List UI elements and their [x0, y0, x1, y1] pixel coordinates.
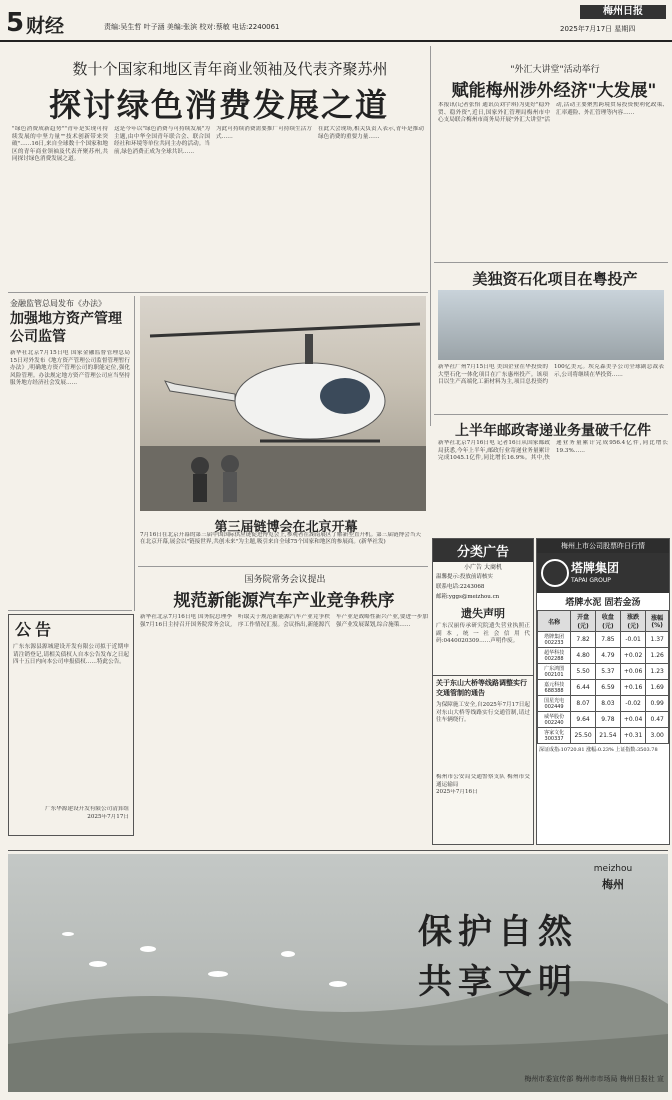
stock-change: +0.06 [620, 664, 646, 680]
express-headline: 上半年邮政寄递业务量破千亿件 [455, 423, 651, 439]
tapai-name: 塔牌集团 [571, 561, 620, 575]
lost-notice-title: 遗失声明 [461, 607, 505, 620]
ev-headline: 规范新能源汽车产业竞争秩序 [173, 591, 395, 611]
lead-para-4: 在此大会现场,相关负责人表示,青年是推动绿色消费的重要力量…… [318, 126, 424, 140]
stock-close: 5.37 [595, 664, 620, 680]
table-row [538, 632, 669, 648]
announcement-date: 2025年7月17日 [87, 813, 129, 820]
stock-name: 超华科技 002288 [538, 648, 571, 664]
asset-mgmt-body: 新华社北京7月15日电 国家金融监督管理总局15日对外发布《地方资产管理公司监督管理暂行办法》,明确地方资产管理公司的职能定位,强化风险管理。办法规定地方资产管理公司应当坚持服务地方经济社会发展…… [10, 350, 130, 386]
column-divider [134, 296, 135, 611]
section-divider [8, 292, 428, 293]
psa-banner [8, 854, 668, 1092]
meizhou-logo-en: meizhou [593, 864, 633, 874]
petrochem-body: 新华社广州7月15日电 美国企业在华投资的大型石化一体化项目在广东惠州投产。该项目以生产高端化工新材料为主,项目总投资约100亿美元。埃克森美孚公司全球副总裁表示,公司将继续在华投资…… [438, 364, 664, 385]
lead-para-3: 为此可持续消费需要推广可持续生活方式…… [216, 126, 312, 140]
classified-banner: 分类广告 [433, 539, 533, 562]
section-divider [8, 850, 668, 851]
express-body: 新华社北京7月16日电 记者16日从国家邮政局获悉,今年上半年,邮政行业寄递业务量累计完成1045.1亿件,同比增长16.9%。其中,快递业务量累计完成956.4亿件,同比增长19.3%…… [438, 440, 668, 461]
stock-pct: 1.37 [646, 632, 669, 648]
col-header: 名称 [538, 611, 571, 632]
helicopter-illustration [140, 296, 426, 511]
psa-line-2: 共享文明 [418, 962, 578, 1002]
section-divider [8, 610, 132, 611]
lead-kicker: 数十个国家和地区青年商业领袖及代表齐聚苏州 [72, 60, 388, 78]
tapai-logo-icon [541, 559, 569, 587]
tapai-name-en: TAPAI GROUP [571, 577, 611, 584]
col-header: 涨幅(%) [646, 611, 669, 632]
expo-caption-title: 第三届链博会在北京开幕 [214, 520, 358, 535]
lead-para-2: 这是今年以"绿色消费与可持续发展"为主题,由中华全国青年联合会、联合国经社和环境等单位共同主办的活动。当前,绿色消费正成为全球共识…… [114, 126, 210, 155]
page-number: 5 [6, 8, 25, 38]
stock-pct: 1.23 [646, 664, 669, 680]
section-divider [434, 414, 668, 415]
stock-change: -0.01 [620, 632, 646, 648]
special-report-body: 本报讯(记者张怡 通讯员刘宇琪)为更好"稳外贸、稳外资",近日,国家外汇管理局梅州市中心支局联合梅州市商务局开展"外汇大讲堂"活动,活动主要聚焦跨境贸易投资便利化政策、汇率避险、外汇管理等内容…… [438, 102, 668, 123]
lead-para-1: "绿色消费成新趋势""青年是实现可持续发展的中坚力量""技术创新带来突破"……16日,来自全球数十个国家和地区的青年商业领袖及代表齐聚苏州,共同探讨绿色消费发展之道。 [12, 126, 108, 162]
classified-sub-banner: 小广告 大商机 [464, 564, 502, 571]
announcement-box [8, 614, 134, 836]
stock-change: +0.16 [620, 680, 646, 696]
stock-table [537, 610, 669, 744]
table-row [538, 728, 669, 744]
stock-name: 客家文化 300337 [538, 728, 571, 744]
expo-photo [140, 296, 426, 511]
section-title: 财经 [26, 15, 65, 37]
stock-pct: 1.69 [646, 680, 669, 696]
stock-close: 21.54 [595, 728, 620, 744]
expo-caption: 7月16日在北京开幕的第三届中国国际供应链促进博览会上,参观者在湖南展区了解新型直升机。第三届链博会当天在北京开幕,展会以"链接世界,共创未来"为主题,吸引来自全球75个国家和地区的参展商。(新华社发) [140, 532, 421, 545]
table-row [538, 648, 669, 664]
stock-change: +0.02 [620, 648, 646, 664]
stock-name: 塔牌集团 002233 [538, 632, 571, 648]
traffic-notice-body: 为保障施工安全,自2025年7月17日起对东山大桥等线路实行交通管制,请过往车辆绕行。 [436, 702, 530, 723]
stock-close: 9.78 [595, 712, 620, 728]
stock-open: 7.82 [571, 632, 596, 648]
stock-title: 梅州上市公司股票昨日行情 [537, 539, 669, 553]
lost-notice-body: 广东汉丽传承研究院遗失营业执照正副本,统一社会信用代码:0440020309……声明作废。 [436, 623, 530, 644]
stock-open: 5.50 [571, 664, 596, 680]
stock-close: 4.79 [595, 648, 620, 664]
petrochem-photo [438, 290, 664, 360]
announcement-title: 公告 [15, 620, 56, 639]
ev-body: 新华社北京7月16日电 国务院总理李强7月16日主持召开国务院常务会议,听取关于规范新能源汽车产业竞争秩序工作情况汇报。会议指出,新能源汽车产业是战略性新兴产业,要进一步加强产业发展谋划,综合施策…… [140, 614, 428, 628]
traffic-notice-date: 2025年7月16日 [436, 789, 478, 795]
classified-contact: 联系电话:2243068 [436, 584, 485, 590]
issue-date: 2025年7月17日 星期四 [560, 25, 636, 33]
stock-name: 国星光电 002449 [538, 696, 571, 712]
ev-kicker: 国务院常务会议提出 [244, 575, 326, 585]
petrochem-headline: 美独资石化项目在粤投产 [472, 270, 638, 288]
page-header [0, 0, 672, 42]
stock-open: 6.44 [571, 680, 596, 696]
asset-mgmt-kicker: 金融监管总局发布《办法》 [10, 299, 106, 308]
stock-change: +0.04 [620, 712, 646, 728]
table-row [538, 680, 669, 696]
stock-change: +0.31 [620, 728, 646, 744]
editor-credits: 责编:吴生哲 叶子涵 美编:张滨 校对:蔡敏 电话:2240061 [104, 23, 280, 31]
stock-open: 25.50 [571, 728, 596, 744]
paper-logo: 梅州日报 [580, 5, 666, 19]
tapai-slogan: 塔牌水泥 固若金汤 [565, 598, 641, 608]
classified-ads [432, 538, 534, 845]
stock-footer: 深证成指:10720.81 涨幅:0.23% 上证指数:3503.78 [539, 747, 658, 753]
classified-contact: 邮箱:yggs@meizhou.cn [436, 594, 500, 600]
stock-open: 9.64 [571, 712, 596, 728]
stock-open: 4.80 [571, 648, 596, 664]
special-report-badge: "外汇大讲堂"活动举行 [510, 65, 600, 75]
stock-table-box [536, 538, 670, 845]
traffic-notice-signer: 梅州市公安局交通警察支队 梅州市交通运输局 [436, 774, 530, 788]
table-row [538, 712, 669, 728]
stock-close: 8.03 [595, 696, 620, 712]
section-divider [434, 262, 668, 263]
stock-pct: 1.26 [646, 648, 669, 664]
meizhou-logo-cn: 梅州 [602, 878, 624, 891]
lead-headline: 探讨绿色消费发展之道 [48, 86, 389, 124]
stock-name: 威华股份 002240 [538, 712, 571, 728]
stock-name: 嘉元科技 688388 [538, 680, 571, 696]
tapai-banner [537, 553, 669, 593]
asset-mgmt-headline: 加强地方资产管理公司监管 [10, 311, 122, 345]
stock-pct: 0.47 [646, 712, 669, 728]
special-report-headline: 赋能梅州涉外经济"大发展" [451, 81, 657, 101]
psa-line-1: 保护自然 [418, 912, 578, 952]
stock-name: 广东鸿图 002101 [538, 664, 571, 680]
classified-contact: 温馨提示:投放前请核实 [436, 574, 493, 580]
stock-open: 8.07 [571, 696, 596, 712]
stock-close: 7.85 [595, 632, 620, 648]
announcement-signer: 广东华源建设开发有限公司清算组 [45, 806, 129, 812]
stock-change: -0.02 [620, 696, 646, 712]
col-header: 涨跌(元) [620, 611, 646, 632]
section-divider [138, 566, 428, 567]
stock-pct: 0.99 [646, 696, 669, 712]
col-header: 开盘(元) [571, 611, 596, 632]
stock-pct: 3.00 [646, 728, 669, 744]
announcement-body: 广东东源县源城建设开发有限公司拟于近期申请注销登记,请相关债权人自本公告发布之日起四十五日内向本公司申报债权……特此公告。 [13, 644, 129, 665]
table-row [538, 696, 669, 712]
psa-credits: 梅州市委宣传部 梅州市市场局 梅州日报社 宣 [524, 1075, 664, 1083]
traffic-notice-title: 关于东山大桥等线路调整实行交通管制的通告 [433, 675, 533, 700]
column-divider [430, 46, 431, 426]
col-header: 收盘(元) [595, 611, 620, 632]
table-row [538, 664, 669, 680]
stock-close: 6.59 [595, 680, 620, 696]
